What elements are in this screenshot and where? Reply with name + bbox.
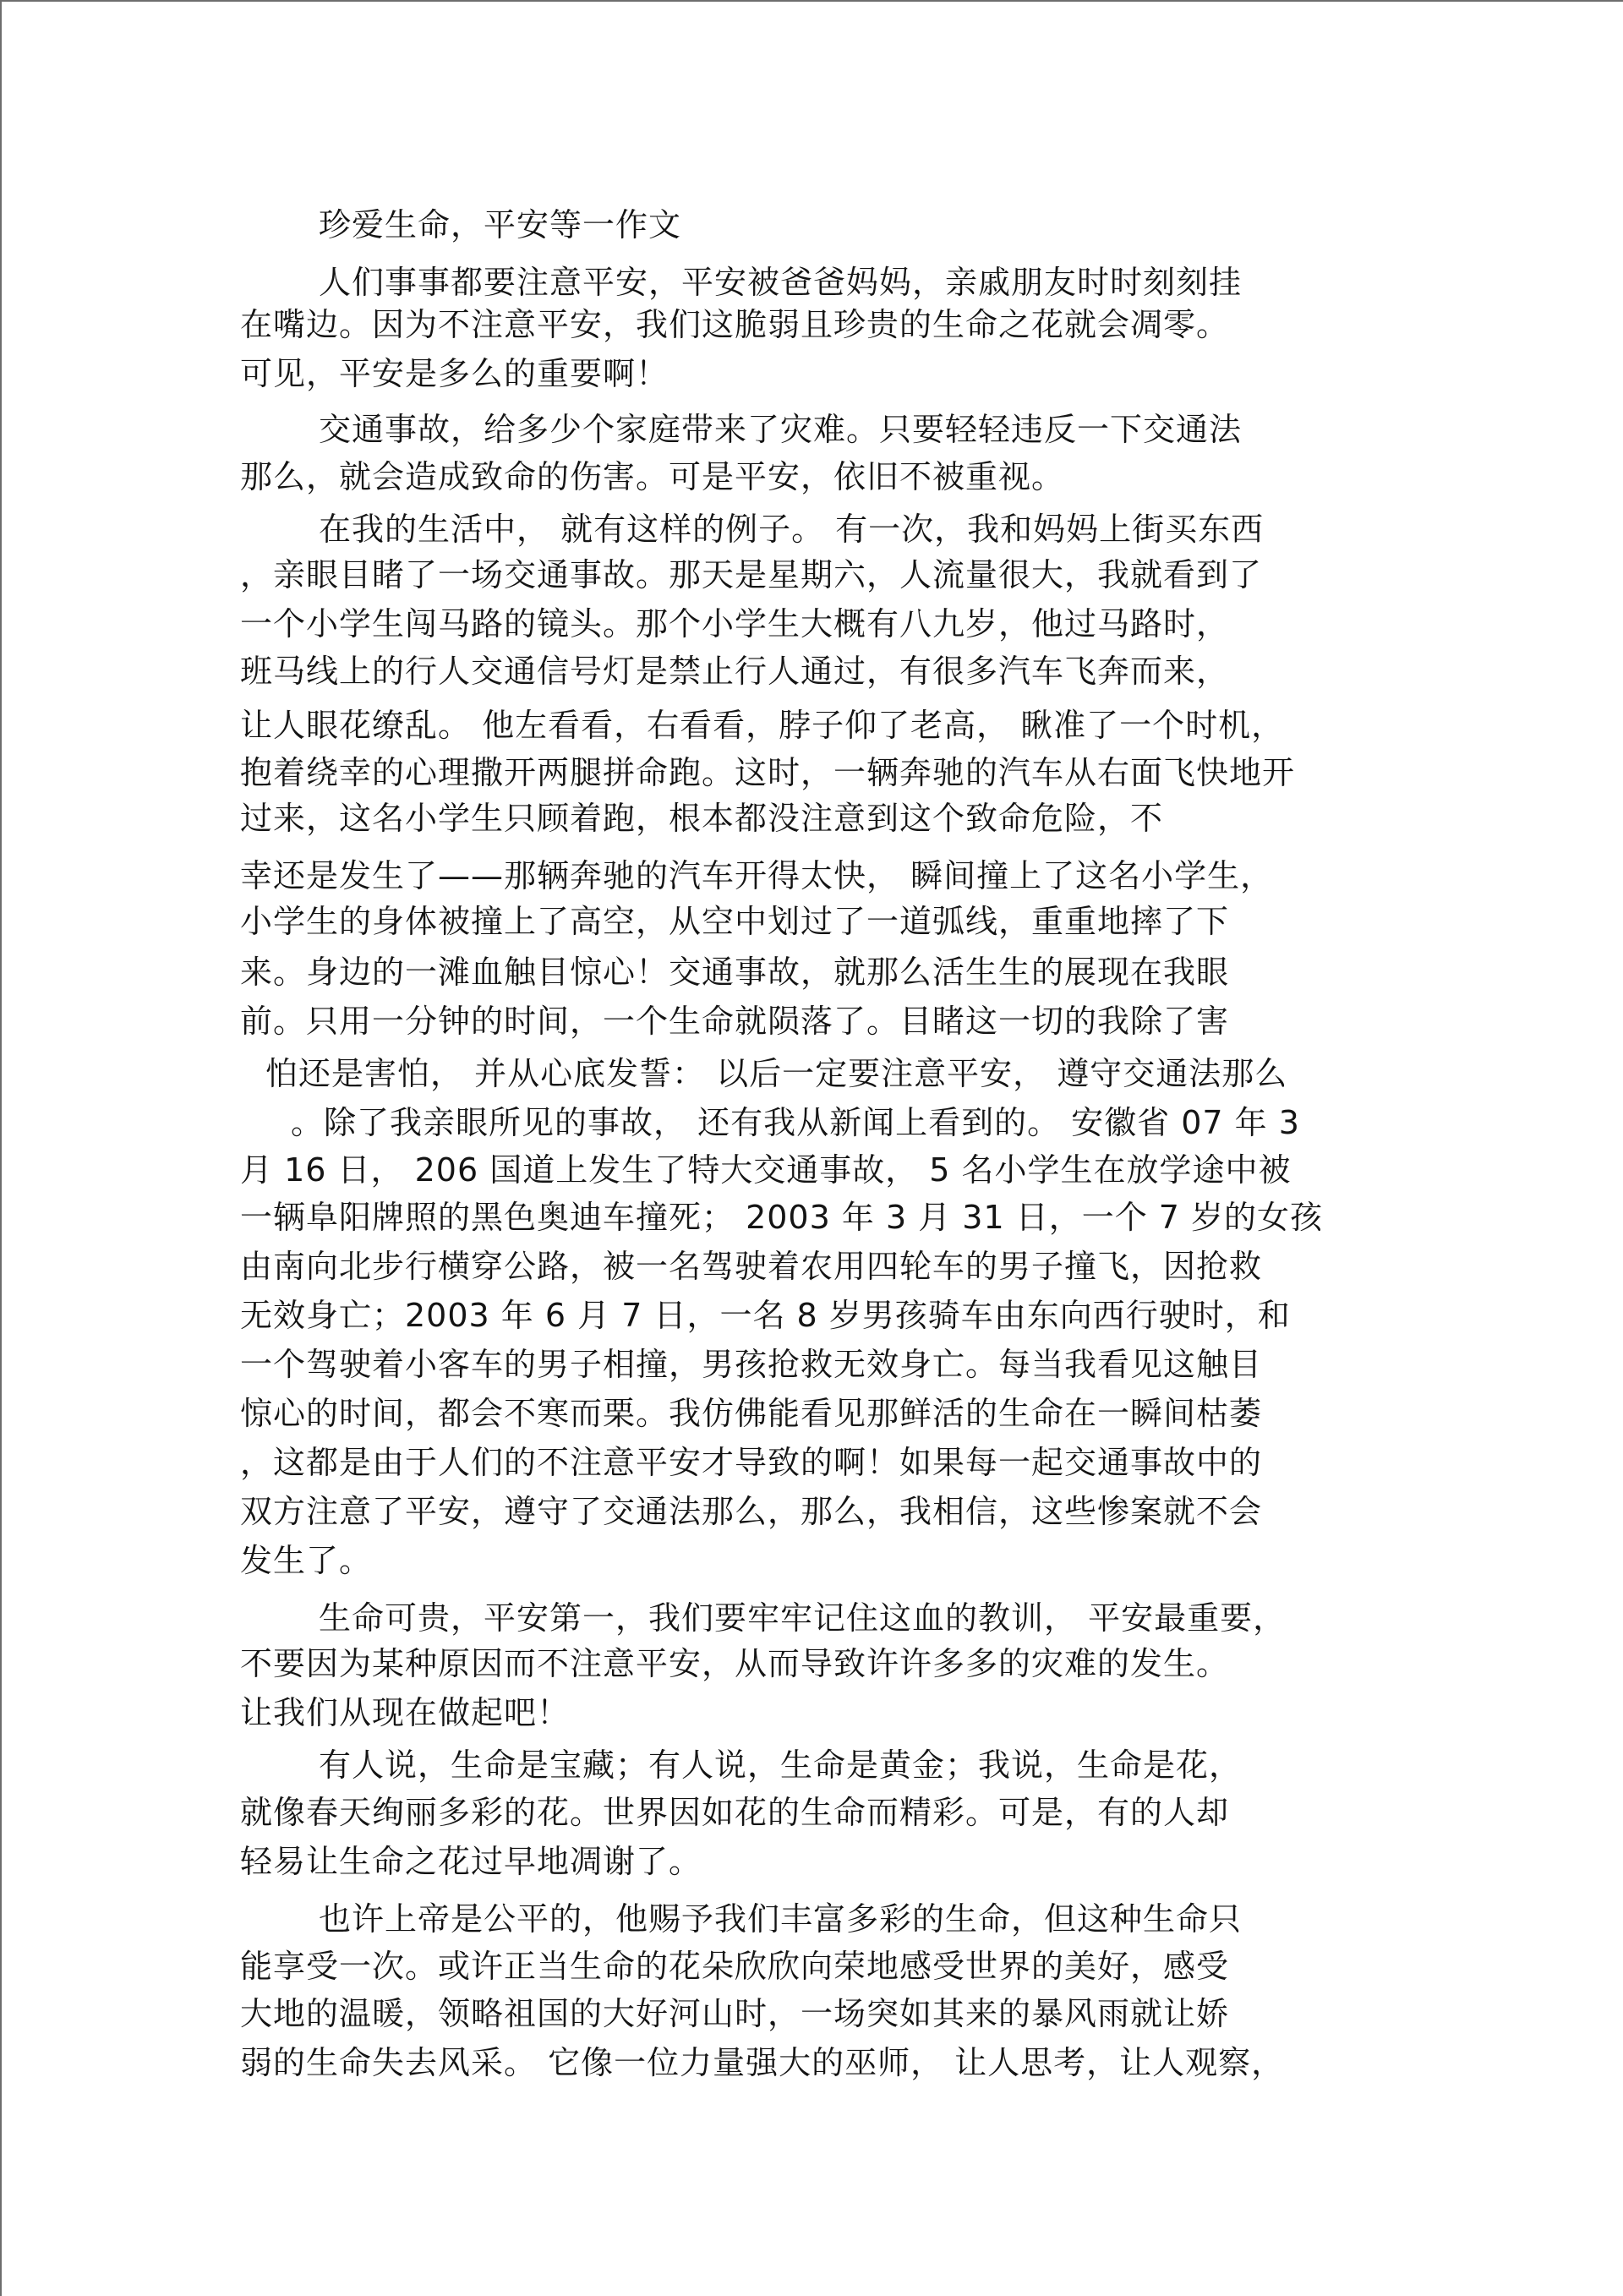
text-line: 有人说，生命是宝藏；有人说，生命是黄金；我说，生命是花， (319, 1747, 1243, 1784)
text-line: 轻易让生命之花过早地凋谢了。 (240, 1843, 702, 1880)
text-line: 在嘴边。因为不注意平安，我们这脆弱且珍贵的生命之花就会凋零。 (240, 306, 1230, 343)
text-line: 惊心的时间，都会不寒而栗。我仿佛能看见那鲜活的生命在一瞬间枯萎 (240, 1395, 1263, 1432)
text-line: 让我们从现在做起吧！ (240, 1694, 571, 1731)
text-line: 一个驾驶着小客车的男子相撞，男孩抢救无效身亡。每当我看见这触目 (240, 1346, 1263, 1383)
text-line: 抱着绕幸的心理撒开两腿拼命跑。这时，一辆奔驰的汽车从右面飞快地开 (240, 754, 1296, 791)
text-line: 交通事故，给多少个家庭带来了灾难。只要轻轻违反一下交通法 (319, 411, 1243, 448)
text-line: 无效身亡；2003 年 6 月 7 日，一名 8 岁男孩骑车由东向西行驶时，和 (240, 1297, 1291, 1334)
text-line: ，亲眼目睹了一场交通事故。那天是星期六，人流量很大，我就看到了 (240, 556, 1263, 593)
text-line: 一辆阜阳牌照的黑色奥迪车撞死； 2003 年 3 月 31 日，一个 7 岁的女孩 (240, 1199, 1324, 1236)
text-line: 一个小学生闯马路的镜头。那个小学生大概有八九岁，他过马路时， (240, 605, 1230, 642)
text-line: 在我的生活中， 就有这样的例子。 有一次，我和妈妈上街买东西 (319, 511, 1265, 548)
text-line: 发生了。 (240, 1542, 373, 1579)
text-line: 大地的温暖，领略祖国的大好河山时，一场突如其来的暴风雨就让娇 (240, 1995, 1230, 2032)
document-title: 珍爱生命，平安等一作文 (319, 206, 682, 243)
text-line: 过来，这名小学生只顾着跑，根本都没注意到这个致命危险，不 (240, 800, 1164, 837)
text-line: ，这都是由于人们的不注意平安才导致的啊！如果每一起交通事故中的 (240, 1444, 1263, 1481)
text-line: 不要因为某种原因而不注意平安，从而导致许许多多的灾难的发生。 (240, 1645, 1230, 1682)
text-line: 前。只用一分钟的时间，一个生命就陨落了。目睹这一切的我除了害 (240, 1003, 1230, 1040)
text-line: 能享受一次。或许正当生命的花朵欣欣向荣地感受世界的美好，感受 (240, 1948, 1230, 1985)
text-line: 双方注意了平安，遵守了交通法那么，那么，我相信，这些惨案就不会 (240, 1493, 1263, 1530)
text-line: 生命可贵，平安第一，我们要牢牢记住这血的教训， 平安最重要， (319, 1599, 1287, 1637)
text-line: 小学生的身体被撞上了高空，从空中划过了一道弧线，重重地摔了下 (240, 903, 1230, 940)
text-line: 怕还是害怕， 并从心底发誓： 以后一定要注意平安， 遵守交通法那么 (265, 1055, 1288, 1092)
text-line: 来。身边的一滩血触目惊心！交通事故，就那么活生生的展现在我眼 (240, 954, 1230, 991)
text-line: 月 16 日， 206 国道上发生了特大交通事故， 5 名小学生在放学途中被 (240, 1151, 1292, 1189)
text-line: 班马线上的行人交通信号灯是禁止行人通过，有很多汽车飞奔而来， (240, 653, 1230, 690)
text-line: 可见，平安是多么的重要啊！ (240, 355, 669, 392)
text-line: 人们事事都要注意平安，平安被爸爸妈妈，亲戚朋友时时刻刻挂 (319, 264, 1243, 301)
text-line: 由南向北步行横穿公路，被一名驾驶着农用四轮车的男子撞飞，因抢救 (240, 1248, 1263, 1285)
text-line: 让人眼花缭乱。 他左看看，右看看，脖子仰了老高， 瞅准了一个时机， (240, 707, 1285, 744)
text-line: 。除了我亲眼所见的事故， 还有我从新闻上看到的。 安徽省 07 年 3 (291, 1104, 1300, 1141)
text-line: 就像春天绚丽多彩的花。世界因如花的生命而精彩。可是，有的人却 (240, 1794, 1230, 1831)
text-line: 也许上帝是公平的，他赐予我们丰富多彩的生命，但这种生命只 (319, 1900, 1243, 1938)
text-line: 那么，就会造成致命的伤害。可是平安，依旧不被重视。 (240, 458, 1065, 495)
text-line: 幸还是发生了——那辆奔驰的汽车开得太快， 瞬间撞上了这名小学生， (240, 857, 1274, 894)
text-line: 弱的生命失去风采。 它像一位力量强大的巫师， 让人思考，让人观察， (240, 2044, 1285, 2081)
